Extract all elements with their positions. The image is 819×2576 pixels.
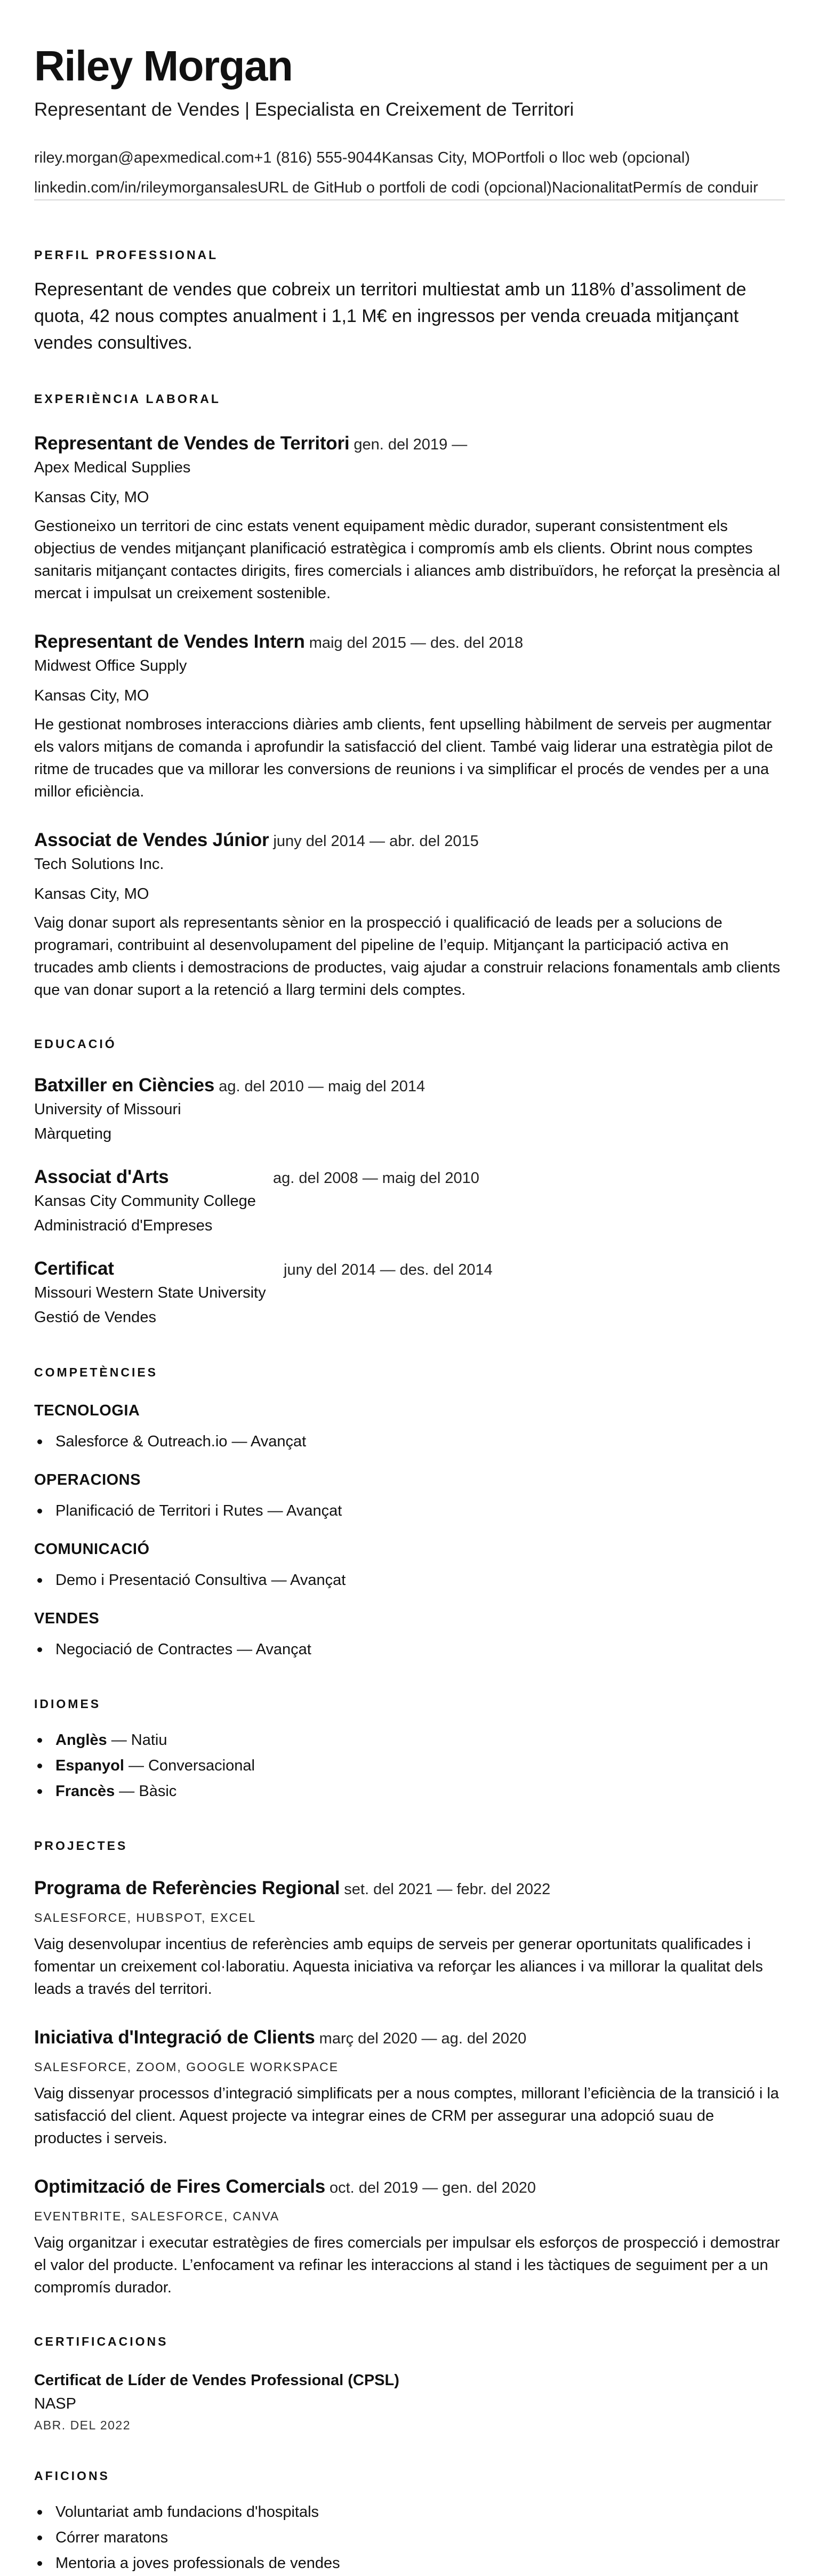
education-dates: juny del 2014 — des. del 2014 [284, 1261, 493, 1278]
experience-entry [34, 630, 785, 803]
language-level: — Conversacional [124, 1757, 255, 1774]
school-name: Missouri Western State University [34, 1284, 266, 1301]
project-tools: EVENTBRITE, SALESFORCE, CANVA [34, 2209, 280, 2223]
hobbies-section [34, 2468, 785, 2576]
headline: Representant de Vendes | Especialista en Creixement de Territori [34, 99, 574, 120]
job-location: Kansas City, MO [34, 489, 149, 506]
contact-location: Kansas City, MO [381, 149, 497, 166]
skill-group [34, 1540, 785, 1593]
job-company: Midwest Office Supply [34, 657, 187, 674]
degree-title: Certificat [34, 1258, 114, 1279]
skill-item: Negociació de Contractes — Avançat [34, 1637, 785, 1662]
hobbies-heading: AFICIONS [34, 2469, 110, 2483]
project-entry [34, 2026, 785, 2150]
certification-name: Certificat de Líder de Vendes Professional (CPSL) [34, 2372, 399, 2389]
project-tools: SALESFORCE, HUBSPOT, EXCEL [34, 1911, 256, 1925]
skill-group [34, 1609, 785, 1662]
summary-heading: PERFIL PROFESSIONAL [34, 248, 219, 262]
job-title: Representant de Vendes de Territori [34, 433, 350, 454]
language-item [34, 1727, 785, 1753]
job-location: Kansas City, MO [34, 687, 149, 704]
field-of-study: Màrqueting [34, 1125, 112, 1142]
skill-category: OPERACIONS [34, 1471, 141, 1488]
field-of-study: Gestió de Vendes [34, 1309, 156, 1326]
education-entry [34, 1257, 785, 1327]
summary-text: Representant de vendes que cobreix un territori multiestat amb un 118% d’assoliment de quota, 42 nous comptes anualment i 1,1 M€ en ingressos per venda creuada mitjançant vendes consultives. [34, 279, 746, 353]
job-location: Kansas City, MO [34, 885, 149, 903]
hobby-item: Córrer maratons [34, 2525, 785, 2550]
hobby-item: Voluntariat amb fundacions d'hospitals [34, 2499, 785, 2525]
job-description: He gestionat nombroses interaccions diàries amb clients, fent upselling hàbilment de serveis per augmentar els valors mitjans de comanda i aprofundir la satisfacció del client. També vaig liderar una estratègia pilot de ritme de trucades que va millorar les conversions de reunions i va simplificar el procés de vendes per a una millor eficiència. [34, 716, 773, 800]
summary-section [34, 247, 785, 356]
hobby-item: Mentoria a joves professionals de vendes [34, 2550, 785, 2576]
contact-portfolio[interactable]: Portfoli o lloc web (opcional) [496, 149, 690, 166]
contact-email[interactable]: riley.morgan@apexmedical.com [34, 149, 254, 166]
language-item [34, 1753, 785, 1778]
language-level: — Bàsic [115, 1783, 177, 1800]
education-dates: ag. del 2008 — maig del 2010 [273, 1170, 479, 1187]
language-name: Anglès [55, 1732, 107, 1749]
language-name: Espanyol [55, 1757, 124, 1774]
language-item [34, 1778, 785, 1804]
languages-section [34, 1696, 785, 1804]
contact-github[interactable]: URL de GitHub o portfoli de codi (opcional) [258, 179, 552, 196]
job-dates: gen. del 2019 — [354, 436, 468, 453]
education-dates: ag. del 2010 — maig del 2014 [219, 1078, 425, 1095]
skills-heading: COMPETÈNCIES [34, 1365, 158, 1379]
education-entry [34, 1074, 785, 1144]
degree-title: Batxiller en Ciències [34, 1075, 215, 1096]
skill-group [34, 1470, 785, 1524]
job-company: Apex Medical Supplies [34, 459, 191, 476]
project-dates: set. del 2021 — febr. del 2022 [344, 1881, 551, 1898]
contact-driving-license: Permís de conduir [632, 179, 758, 196]
projects-section [34, 1838, 785, 2299]
project-name: Programa de Referències Regional [34, 1878, 340, 1898]
contact-line-2 [34, 178, 785, 200]
experience-section [34, 391, 785, 1001]
job-dates: maig del 2015 — des. del 2018 [309, 634, 524, 651]
skill-item: Salesforce & Outreach.io — Avançat [34, 1429, 785, 1454]
project-description: Vaig organitzar i executar estratègies de fires comercials per impulsar els esforços de prospecció i demostrar el valor del producte. L’enfocament va refinar les interaccions al stand i les tàctiques de seguiment per a un compromís durador. [34, 2234, 780, 2296]
job-description: Vaig donar suport als representants sènior en la prospecció i qualificació de leads per a solucions de programari, contribuint al desenvolupament del pipeline de l’equip. Mitjançant la participació activa en trucades amb clients i demostracions de productes, vaig ajudar a construir relacions fonamentals amb clients que van donar suport a la retenció a llarg termini dels comptes. [34, 914, 781, 999]
skill-group [34, 1401, 785, 1454]
project-description: Vaig dissenyar processos d’integració simplificats per a nous comptes, millorant l’eficiència de la transició i la satisfacció del client. Aquest projecte va integrar eines de CRM per assegurar una adopció suau de productes i serveis. [34, 2085, 779, 2147]
project-dates: oct. del 2019 — gen. del 2020 [330, 2179, 536, 2196]
experience-entry [34, 432, 785, 605]
certifications-section [34, 2334, 785, 2433]
skill-category: COMUNICACIÓ [34, 1541, 150, 1558]
skill-item: Planificació de Territori i Rutes — Avançat [34, 1498, 785, 1524]
education-heading: EDUCACIÓ [34, 1037, 117, 1051]
project-dates: març del 2020 — ag. del 2020 [319, 2030, 527, 2047]
school-name: University of Missouri [34, 1101, 181, 1118]
experience-heading: EXPERIÈNCIA LABORAL [34, 392, 221, 406]
job-company: Tech Solutions Inc. [34, 856, 164, 873]
skill-item: Demo i Presentació Consultiva — Avançat [34, 1567, 785, 1593]
job-title: Representant de Vendes Intern [34, 631, 305, 652]
contact-nationality: Nacionalitat [551, 179, 633, 196]
contact-line-1 [34, 148, 785, 167]
certification-date: ABR. DEL 2022 [34, 2418, 131, 2432]
languages-heading: IDIOMES [34, 1697, 101, 1711]
certification-issuer: NASP [34, 2395, 76, 2412]
language-name: Francès [55, 1783, 115, 1800]
resume-header [34, 42, 785, 200]
experience-entry [34, 828, 785, 1001]
projects-heading: PROJECTES [34, 1839, 128, 1853]
contact-phone[interactable]: +1 (816) 555-9044 [254, 149, 382, 166]
certifications-heading: CERTIFICACIONS [34, 2334, 168, 2348]
degree-title: Associat d'Arts [34, 1166, 169, 1187]
project-name: Optimització de Fires Comercials [34, 2176, 325, 2197]
project-tools: SALESFORCE, ZOOM, GOOGLE WORKSPACE [34, 2060, 339, 2074]
job-title: Associat de Vendes Júnior [34, 830, 269, 850]
project-entry [34, 2175, 785, 2299]
project-name: Iniciativa d'Integració de Clients [34, 2027, 315, 2048]
education-entry [34, 1165, 785, 1236]
job-description: Gestioneixo un territori de cinc estats venent equipament mèdic durador, superant consistentment els objectius de vendes mitjançant planificació estratègica i compromís amb els clients. Obrint nous comptes sanitaris mitjançant contactes dirigits, fires comercials i aliances amb distribuïdors, he reforçat la presència al mercat i impulsat un creixement sostenible. [34, 518, 781, 602]
school-name: Kansas City Community College [34, 1193, 256, 1210]
field-of-study: Administració d'Empreses [34, 1217, 213, 1234]
skill-category: TECNOLOGIA [34, 1402, 140, 1419]
contact-linkedin[interactable]: linkedin.com/in/rileymorgansales [34, 179, 258, 196]
candidate-name: Riley Morgan [34, 42, 293, 90]
job-dates: juny del 2014 — abr. del 2015 [273, 833, 479, 850]
education-section [34, 1036, 785, 1327]
skill-category: VENDES [34, 1610, 100, 1627]
skills-section [34, 1365, 785, 1662]
language-level: — Natiu [107, 1732, 167, 1749]
certification-entry [34, 2370, 785, 2433]
project-description: Vaig desenvolupar incentius de referències amb equips de serveis per generar oportunitats qualificades i fomentar un creixement col·laboratiu. Aquesta iniciativa va reforçar les aliances i va millorar la qualitat dels leads a través del territori. [34, 1936, 763, 1998]
project-entry [34, 1877, 785, 2000]
